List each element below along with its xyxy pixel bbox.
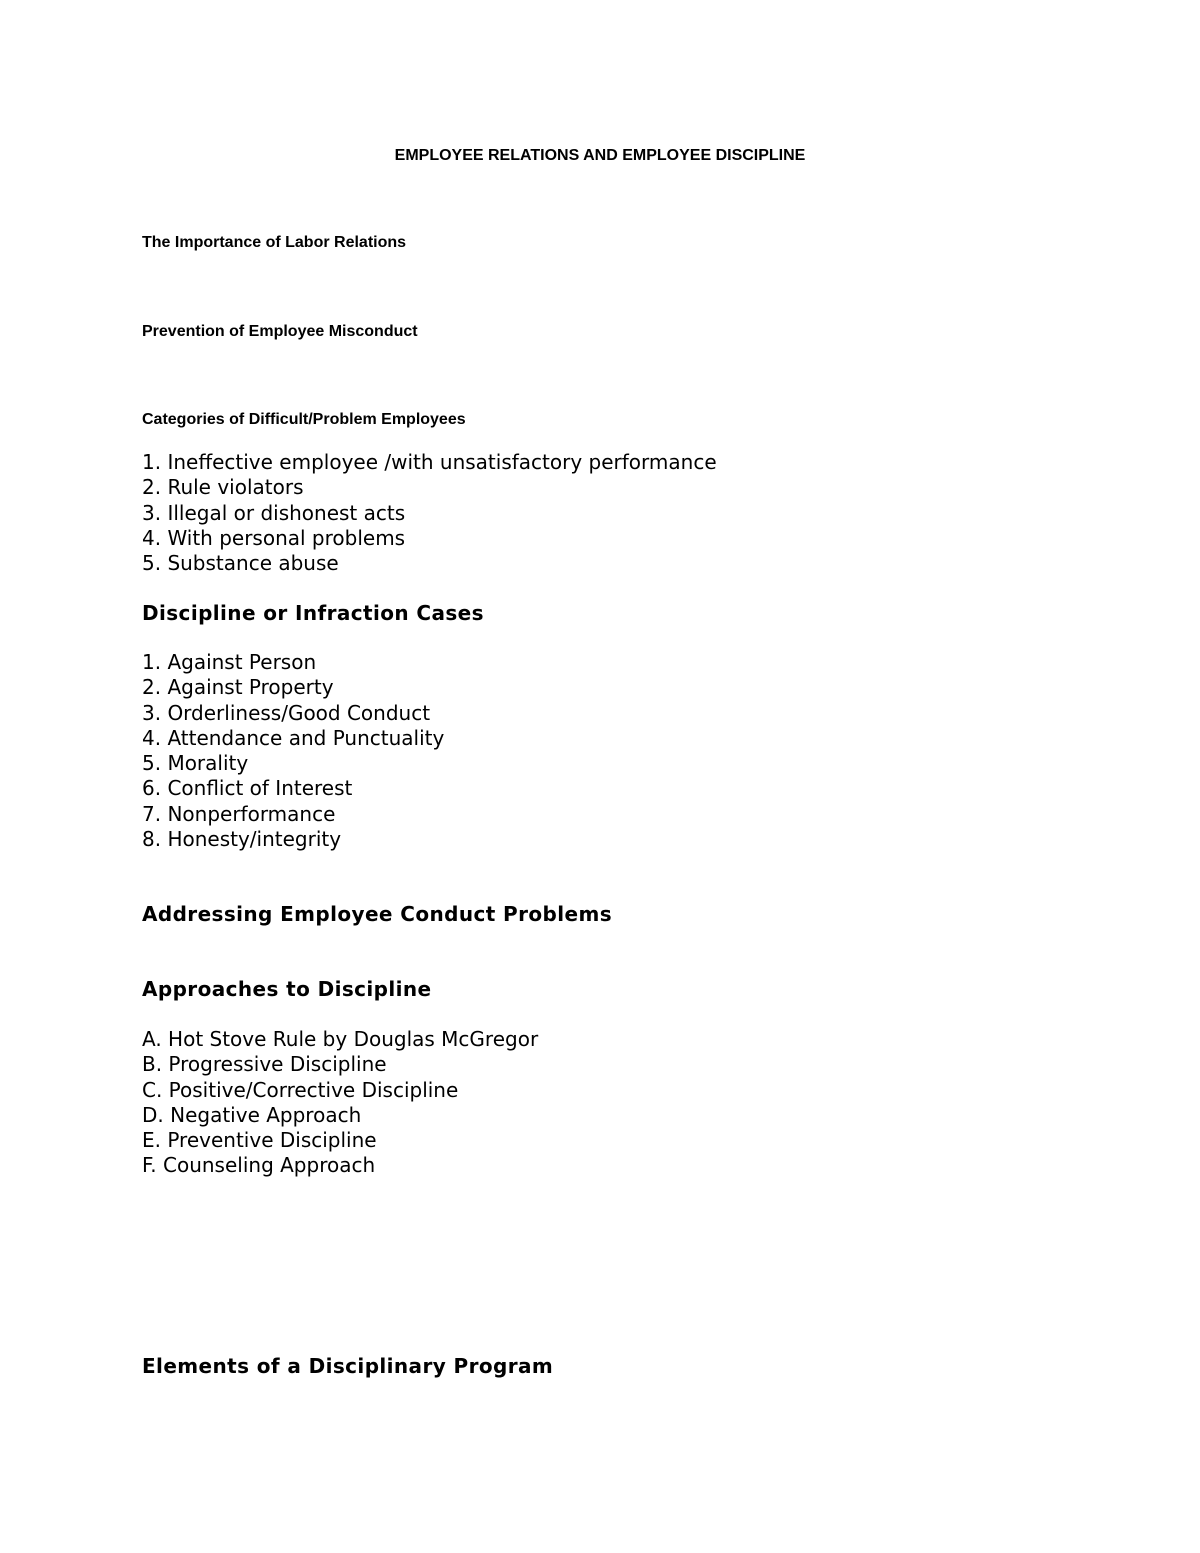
approaches-list bbox=[142, 1027, 538, 1179]
list-item: 1. Ineffective employee /with unsatisfactory performance bbox=[142, 450, 717, 474]
list-item: C. Positive/Corrective Discipline bbox=[142, 1077, 459, 1102]
list-item: 8. Honesty/integrity bbox=[142, 827, 342, 852]
heading-addressing: Addressing Employee Conduct Problems bbox=[142, 902, 612, 926]
list-item: D. Negative Approach bbox=[142, 1102, 362, 1127]
list-item: 3. Orderliness/Good Conduct bbox=[142, 700, 431, 725]
list-item: 2. Against Property bbox=[142, 675, 334, 700]
heading-infraction-cases: Discipline or Infraction Cases bbox=[142, 601, 484, 625]
list-item: 3. Illegal or dishonest acts bbox=[142, 500, 406, 525]
list-item: 7. Nonperformance bbox=[142, 801, 336, 826]
list-item: 6. Conflict of Interest bbox=[142, 776, 353, 801]
list-item: 4. Attendance and Punctuality bbox=[142, 725, 445, 750]
list-item: E. Preventive Discipline bbox=[142, 1128, 377, 1153]
heading-approaches: Approaches to Discipline bbox=[142, 977, 432, 1001]
heading-prevention: Prevention of Employee Misconduct bbox=[142, 323, 418, 340]
categories-list bbox=[142, 450, 717, 576]
list-item: 5. Morality bbox=[142, 751, 249, 776]
heading-categories: Categories of Difficult/Problem Employees bbox=[142, 411, 466, 428]
document-title: EMPLOYEE RELATIONS AND EMPLOYEE DISCIPLINE bbox=[394, 147, 806, 164]
list-item: 2. Rule violators bbox=[142, 475, 304, 500]
list-item: B. Progressive Discipline bbox=[142, 1052, 387, 1077]
heading-labor-relations: The Importance of Labor Relations bbox=[142, 234, 407, 251]
list-item: 5. Substance abuse bbox=[142, 551, 339, 576]
list-item: 4. With personal problems bbox=[142, 525, 406, 550]
list-item: A. Hot Stove Rule by Douglas McGregor bbox=[142, 1027, 539, 1051]
infraction-cases-list bbox=[142, 650, 444, 852]
heading-elements: Elements of a Disciplinary Program bbox=[142, 1354, 554, 1378]
list-item: 1. Against Person bbox=[142, 650, 317, 674]
list-item: F. Counseling Approach bbox=[142, 1153, 376, 1178]
